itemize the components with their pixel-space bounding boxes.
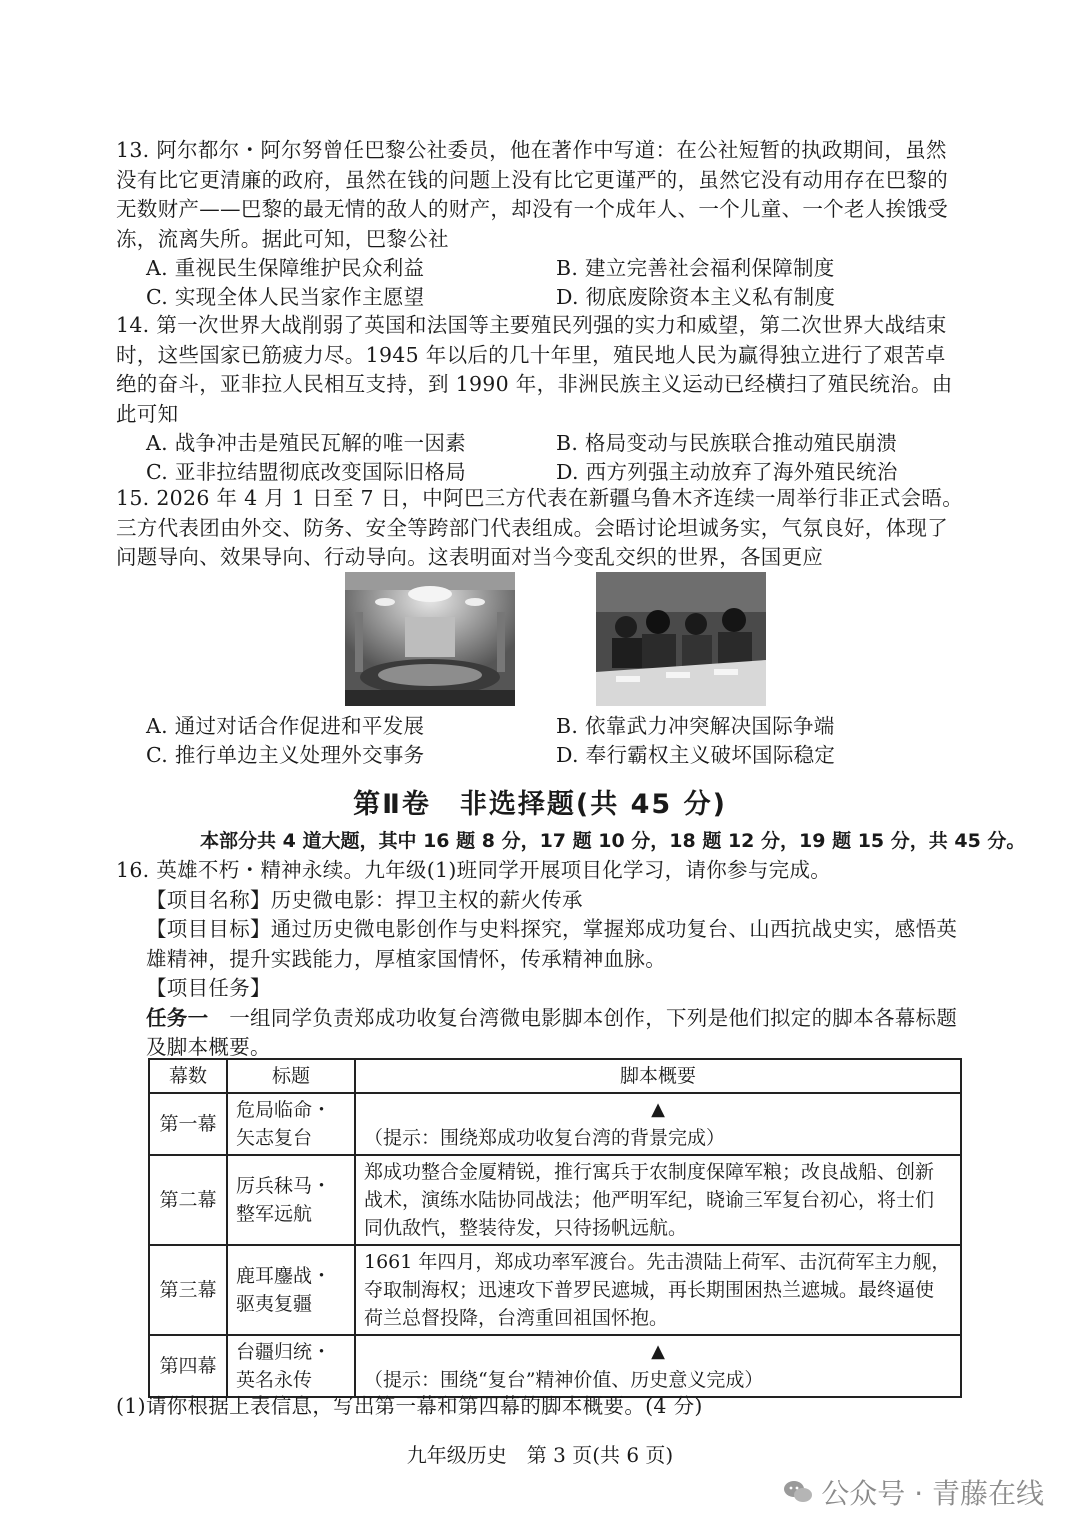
summary-cell[interactable] (355, 1093, 961, 1155)
project-task-heading: 【项目任务】 (146, 976, 271, 1000)
section-note: 本部分共 4 道大题，其中 16 题 8 分，17 题 10 分，18 题 12 分，19 题 15 分，共 45 分。 (200, 830, 1026, 852)
table-row (149, 1335, 961, 1397)
option-a[interactable]: A. 重视民生保障维护民众利益 (146, 256, 425, 280)
script-table (148, 1058, 962, 1398)
wechat-icon (783, 1479, 813, 1505)
summary-cell[interactable] (355, 1335, 961, 1397)
task-one-text: 一组同学负责郑成功收复台湾微电影脚本创作，下列是他们拟定的脚本各幕标题及脚本概要。 (146, 1005, 958, 1059)
table-row (149, 1093, 961, 1155)
task-one-label: 任务一 (146, 1005, 209, 1030)
summary-hint: （提示：围绕郑成功收复台湾的背景完成） (364, 1127, 726, 1149)
delegates-photo (596, 572, 766, 706)
option-b[interactable]: B. 建立完善社会福利保障制度 (556, 256, 835, 280)
header-title: 标题 (227, 1059, 355, 1093)
question-14-stem: 14. 第一次世界大战削弱了英国和法国等主要殖民列强的实力和威望，第二次世界大战结束时，这些国家已筋疲力尽。1945 年以后的几十年里，殖民地人民为赢得独立进行了艰苦卓绝的奋斗，亚非拉人民相互支持，到 1990 年，非洲民族主义运动已经横扫了殖民统治。由此可知 (116, 313, 953, 426)
option-c[interactable]: C. 亚非拉结盟彻底改变国际旧格局 (146, 460, 467, 484)
title-cell: 危局临命・矢志复台 (227, 1093, 355, 1155)
question-15-stem: 15. 2026 年 4 月 1 日至 7 日，中阿巴三方代表在新疆乌鲁木齐连续一周举行非正式会晤。三方代表团由外交、防务、安全等跨部门代表组成。会晤讨论坦诚务实，气氛良好，体现了问题导向、效果导向、行动导向。这表明面对当今变乱交织的世界，各国更应 (116, 486, 964, 569)
act-cell: 第一幕 (149, 1093, 227, 1155)
question-13-options (116, 254, 966, 312)
table-header-row (149, 1059, 961, 1093)
act-cell: 第四幕 (149, 1335, 227, 1397)
page-footer: 九年级历史 第 3 页(共 6 页) (406, 1443, 674, 1467)
watermark (783, 1472, 1044, 1512)
option-a[interactable]: A. 通过对话合作促进和平发展 (146, 714, 425, 738)
blank-triangle-icon: ▲ (651, 1099, 665, 1120)
title-cell: 鹿耳鏖战・驱夷复疆 (227, 1245, 355, 1335)
option-c[interactable]: C. 实现全体人民当家作主愿望 (146, 285, 425, 309)
sub-question-1: (1)请你根据上表信息，写出第一幕和第四幕的脚本概要。(4 分) (116, 1394, 703, 1418)
option-d[interactable]: D. 西方列强主动放弃了海外殖民统治 (556, 460, 898, 484)
question-13-stem: 13. 阿尔都尔・阿尔努曾任巴黎公社委员，他在著作中写道：在公社短暂的执政期间，虽然没有比它更清廉的政府，虽然在钱的问题上没有比它更谨严的，虽然它没有动用存在巴黎的无数财产——巴黎的最无情的敌人的财产，却没有一个成年人、一个儿童、一个老人挨饿受冻，流离失所。据此可知，巴黎公社 (116, 138, 948, 251)
summary-cell: 郑成功整合金厦精锐，推行寓兵于农制度保障军粮；改良战船、创新战术，演练水陆协同战法；他严明军纪，晓谕三军复台初心，将士们同仇敌忾，整装待发，只待扬帆远航。 (355, 1155, 961, 1245)
option-d[interactable]: D. 奉行霸权主义破坏国际稳定 (556, 743, 836, 767)
title-cell: 厉兵秣马・整军远航 (227, 1155, 355, 1245)
option-d[interactable]: D. 彻底废除资本主义私有制度 (556, 285, 836, 309)
project-goal: 【项目目标】通过历史微电影创作与史料探究，掌握郑成功复台、山西抗战史实，感悟英雄精神，提升实践能力，厚植家国情怀，传承精神血脉。 (146, 917, 958, 971)
table-row (149, 1245, 961, 1335)
question-16-stem: 16. 英雄不朽・精神永续。九年级(1)班同学开展项目化学习，请你参与完成。 (116, 858, 832, 882)
title-cell: 台疆归统・英名永传 (227, 1335, 355, 1397)
option-c[interactable]: C. 推行单边主义处理外交事务 (146, 743, 425, 767)
act-cell: 第三幕 (149, 1245, 227, 1335)
option-a[interactable]: A. 战争冲击是殖民瓦解的唯一因素 (146, 431, 466, 455)
table-row (149, 1155, 961, 1245)
act-cell: 第二幕 (149, 1155, 227, 1245)
question-16 (116, 856, 966, 1063)
option-b[interactable]: B. 依靠武力冲突解决国际争端 (556, 714, 835, 738)
question-13 (116, 136, 966, 312)
watermark-text: 公众号 · 青藤在线 (821, 1477, 1044, 1510)
meeting-hall-photo (345, 572, 515, 706)
task-one (116, 1004, 966, 1063)
question-14-options (116, 429, 966, 487)
question-15 (116, 484, 966, 573)
summary-hint: （提示：围绕“复台”精神价值、历史意义完成） (364, 1369, 764, 1391)
question-15-options (116, 712, 966, 770)
option-b[interactable]: B. 格局变动与民族联合推动殖民崩溃 (556, 431, 897, 455)
section-title: 第Ⅱ卷 非选择题(共 45 分) (353, 789, 727, 820)
blank-triangle-icon: ▲ (651, 1341, 665, 1362)
header-summary: 脚本概要 (355, 1059, 961, 1093)
project-name: 【项目名称】历史微电影：捍卫主权的薪火传承 (146, 887, 583, 912)
header-act: 幕数 (149, 1059, 227, 1093)
question-14 (116, 311, 966, 487)
summary-cell: 1661 年四月，郑成功率军渡台。先击溃陆上荷军、击沉荷军主力舰，夺取制海权；迅速攻下普罗民遮城，再长期围困热兰遮城。最终逼使荷兰总督投降，台湾重回祖国怀抱。 (355, 1245, 961, 1335)
